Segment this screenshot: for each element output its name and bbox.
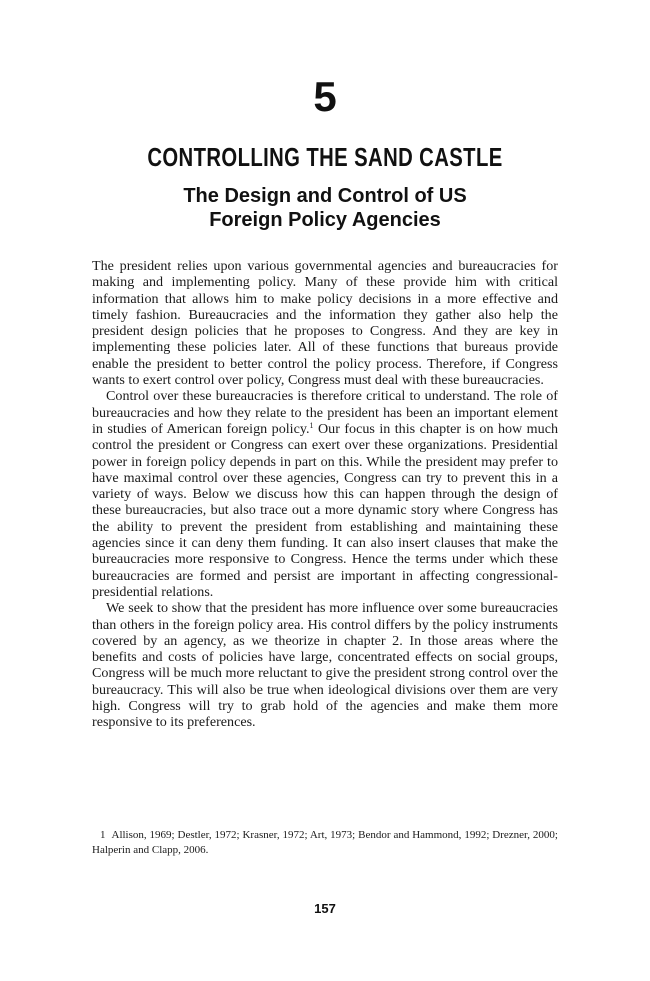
footnote (92, 828, 558, 858)
chapter-title: CONTROLLING THE SAND CASTLE (147, 142, 503, 172)
paragraph-2 (92, 388, 558, 600)
body-text (92, 258, 558, 731)
chapter-number: 5 (313, 73, 337, 120)
page-number: 157 (314, 901, 336, 916)
footnote-number: 1 (100, 829, 106, 841)
paragraph-2-part-2: Our focus in this chapter is on how much control the president or Congress can exert over these organizations. Presidential power in foreign policy depends in part on this. While the president may prefer to have maximal control over these agencies, Congress can try to prevent this in a variety of ways. Below we discuss how this can happen through the design of these bureaucracies, but also trace out a more dynamic story where Congress has the ability to prevent the president from establishing and maintaining these agencies since it can deny them funding. It can also insert clauses that make the bureaucracies more responsive to Congress. Hence the terms under which these bureaucracies are formed and persist are important in affecting congressional-presidential relations. (92, 420, 558, 600)
paragraph-1: The president relies upon various governmental agencies and bureaucracies for making and implementing policy. Many of these provide him with critical information that allows him to make policy decisions in a more effective and timely fashion. Bureaucracies and the information they gather also help the president design policies that he proposes to Congress. And they are key in implementing these policies later. All of these functions that bureaus provide enable the president to better control the policy process. Therefore, if Congress wants to exert control over policy, Congress must deal with these bureaucracies. (92, 258, 558, 389)
footnote-reference: 1 (309, 420, 314, 430)
paragraph-2-part-1: Control over these bureaucracies is therefore critical to understand. The role of bureaucracies and how they relate to the president has been an important element in studies of American foreign policy. (92, 388, 558, 437)
paragraph-3: We seek to show that the president has more influence over some bureaucracies than others in the foreign policy area. His control differs by the policy instruments covered by an agency, as we theorize in chapter 2. In those areas where the benefits and costs of policies have large, concentrated effects on social groups, Congress will be much more reluctant to give the president strong control over the bureaucracy. This will also be true when ideological divisions over them are very high. Congress will try to grab hold of the agencies and make them more responsive to its preferences. (92, 600, 558, 731)
chapter-subtitle-line-1: The Design and Control of US (183, 185, 467, 207)
chapter-subtitle-line-2: Foreign Policy Agencies (209, 209, 441, 231)
footnote-text: Allison, 1969; Destler, 1972; Krasner, 1972; Art, 1973; Bendor and Hammond, 1992; Drezner, 2000; Halperin and Clapp, 2006. (92, 829, 558, 856)
chapter-subtitle (0, 184, 650, 232)
